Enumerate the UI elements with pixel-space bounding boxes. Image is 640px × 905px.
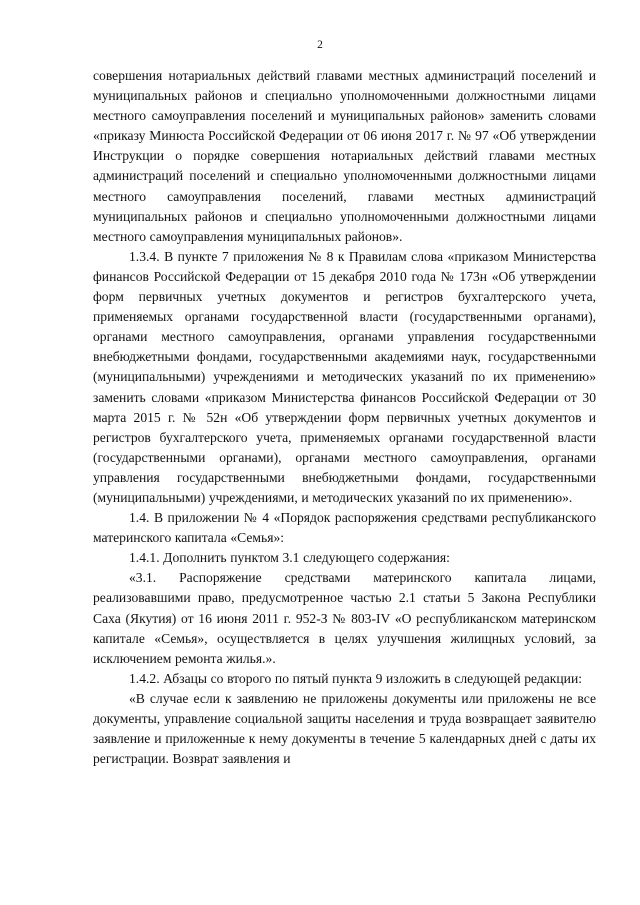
paragraph-3-1-quote: «3.1. Распоряжение средствами материнского капитала лицами, реализовавшими право, предусмотренное частью 2.1 статьи 5 Закона Республики Саха (Якутия) от 16 июня 2011 г. 952-З № 803-IV «О республиканском материнском капитале «Семья», осуществляется в целях улучшения жилищных условий, за исключением ремонта жилья.».: [93, 570, 596, 666]
page-number: 2: [317, 39, 323, 51]
paragraph-1-4-1: 1.4.1. Дополнить пунктом 3.1 следующего содержания:: [129, 550, 450, 566]
paragraph-1-3-4: 1.3.4. В пункте 7 приложения № 8 к Правилам слова «приказом Министерства финансов Российской Федерации от 15 декабря 2010 года № 173н «Об утверждении форм первичных учетных документов и регистров бухгалтерского учета, применяемых органами государственной власти (государственными органами), органами местного самоуправления, органами управления государственными внебюджетными фондами, государственными академиями наук, государственными (муниципальными) учреждениями и методических указаний по их применению» заменить словами «приказом Министерства финансов Российской Федерации от 30 марта 2015 г. № 52н «Об утверждении форм первичных учетных документов и регистров бухгалтерского учета, применяемых органами государственной власти (государственными органами), органами местного самоуправления, органами управления государственными внебюджетными фондами, государственными (муниципальными) учреждениями, и методических указаний по их применению».: [93, 248, 596, 505]
paragraph-1-4: 1.4. В приложении № 4 «Порядок распоряжения средствами республиканского материнского капитала «Семья»:: [93, 510, 596, 546]
paragraph-quote-return: «В случае если к заявлению не приложены документы или приложены не все документы, управление социальной защиты населения и труда возвращает заявителю заявление и приложенные к нему документы в течение 5 календарных дней с даты их регистрации. Возврат заявления и: [93, 690, 596, 767]
paragraph-1-4-2: 1.4.2. Абзацы со второго по пятый пункта 9 изложить в следующей редакции:: [129, 670, 583, 686]
document-body: [93, 66, 596, 769]
paragraph-continuation: совершения нотариальных действий главами местных администраций поселений и муниципальных районов и специально уполномоченными должностными лицами местного самоуправления поселений и муниципальных районов» заменить словами «приказу Минюста Российской Федерации от 06 июня 2017 г. № 97 «Об утверждении Инструкции о порядке совершения нотариальных действий главами местных администраций поселений и специально уполномоченными должностными лицами местного самоуправления поселений, главами местных администраций муниципальных районов и специально уполномоченными должностными лицами местного самоуправления муниципальных районов».: [93, 68, 596, 244]
